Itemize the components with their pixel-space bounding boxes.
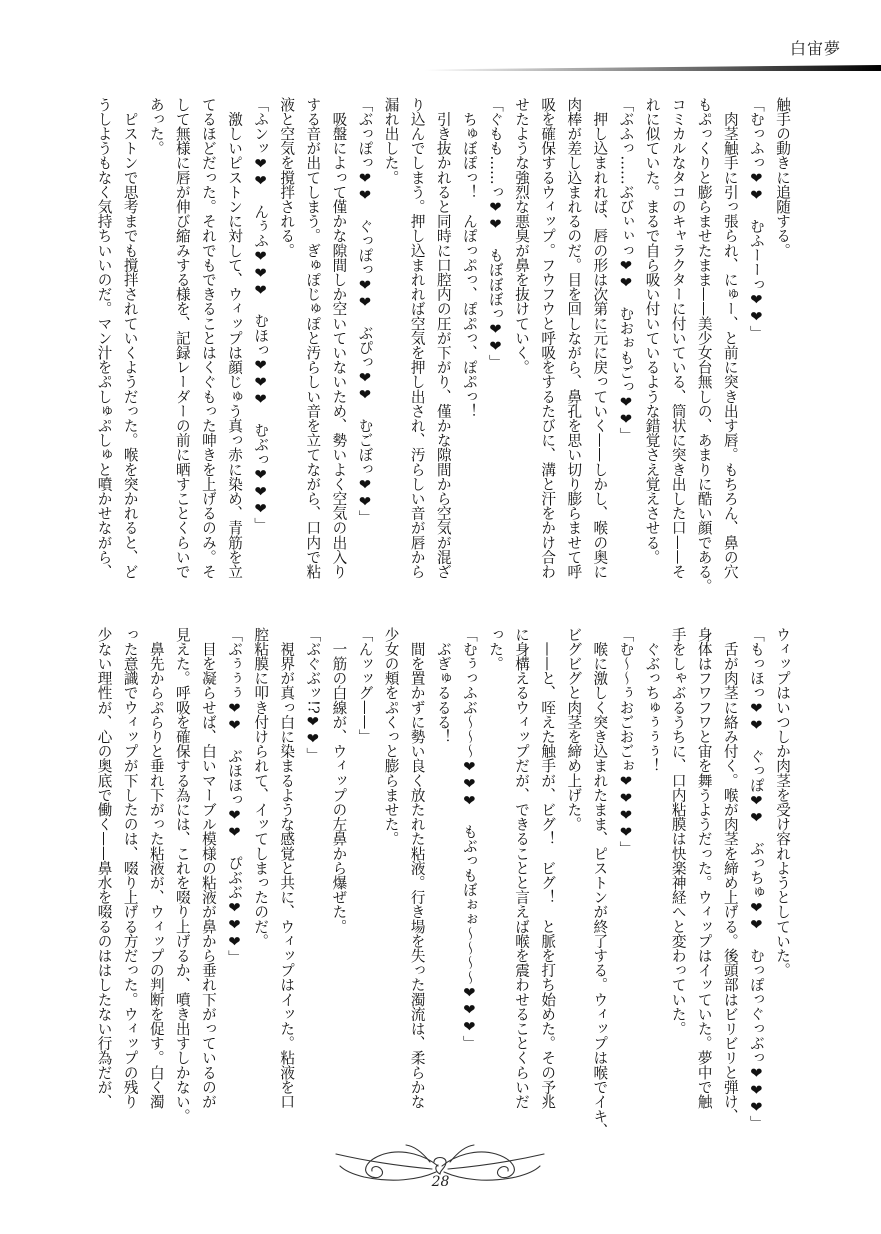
text-line: 一筋の白線が、ウィップの左鼻から爆ぜた。 bbox=[330, 627, 348, 934]
text-line: せたような強烈な悪臭が鼻を抜けていく。 bbox=[513, 97, 531, 375]
text-line: り込んでしまう。押し込まれれば空気を押し出され、汚らしい音が唇から bbox=[408, 97, 426, 579]
text-line: 「ぶぅぅぅ❤❤ ぶほほっ❤❤ ぴぶぶ❤❤❤」 bbox=[226, 627, 244, 965]
text-line: 見えた。呼吸を確保する為には、これを啜り上げるか、噴き出すしかない。 bbox=[173, 627, 191, 1124]
text-line: 「むっふっ❤❤ むふーーっ❤❤」 bbox=[747, 97, 765, 341]
running-header-title: 白宙夢 bbox=[789, 39, 841, 58]
upper-text-column-block bbox=[90, 97, 795, 617]
text-line: 喉に激しく突き込まれたまま、ピストンが終了する。ウィップは喉でイキ、 bbox=[591, 627, 609, 1138]
text-line: 「ぐもも……っ❤❤ もぼぼぼっ❤❤」 bbox=[486, 97, 504, 370]
text-line: ビグビグと肉茎を締め上げた。 bbox=[565, 627, 583, 832]
text-line: に身構えるウィップだが、できることと言えば喉を震わせることくらいだ bbox=[513, 627, 531, 1109]
text-line: 「む〜〜ぅおごおごぉ❤❤❤❤」 bbox=[617, 627, 635, 856]
text-line: して無様に唇が伸び縮みする様を、記録レーダーの前に晒すことくらいで bbox=[173, 97, 191, 579]
text-line: うしようもなく気持ちいいのだ。マン汁をぷしゅぷしゅと噴かせながら、 bbox=[95, 97, 113, 579]
text-line: ぐぶっちゅぅぅぅ！ bbox=[643, 627, 661, 773]
text-line: 鼻先からぷらりと垂れ下がった粘液が、ウィップの判断を促す。白く濁 bbox=[147, 627, 165, 1109]
text-line: 「もっほっ❤❤ ぐっぽ❤❤ ぶっちゅ❤❤ むっぽっぐっぶっ❤❤❤」 bbox=[747, 627, 765, 1131]
text-line: 腔粘膜に叩き付けられて、イッてしまったのだ。 bbox=[252, 627, 270, 949]
page-number: 28 bbox=[431, 1174, 450, 1190]
text-line: 「ぶふっ……ぶびぃぃっ❤❤ むおぉもごっ❤❤」 bbox=[617, 97, 635, 443]
text-line: 視界が真っ白に染まるような感覚と共に、ウィップはイッた。粘液を口 bbox=[278, 627, 296, 1109]
text-line: 押し込まれれば、唇の形は次第に元に戻っていく——しかし、喉の奥に bbox=[591, 97, 609, 579]
text-line: れに似ていた。まるで自ら吸い付いているような錯覚さえ覚えさせる。 bbox=[643, 97, 661, 565]
text-line: もぷっくりと膨らませたまま——美少女台無しの、あまりに酷い顔である。 bbox=[695, 97, 713, 594]
text-line: 肉茎触手に引っ張られ、にゅー、と前に突き出す唇。もちろん、鼻の穴 bbox=[721, 97, 739, 579]
text-line: 少女の頬をぷくっと膨らませた。 bbox=[382, 627, 400, 846]
text-line: 「ぶっぽっ❤❤ ぐっぽっ❤❤ ぶぴっ❤❤ むごぼっ❤❤」 bbox=[356, 97, 374, 525]
text-line: 「むぅっふぶ〜〜〜❤❤❤ もぶっもぼぉぉ〜〜〜〜❤❤❤」 bbox=[460, 627, 478, 1051]
text-line: ピストンで思考までも撹拌されていくようだった。喉を突かれると、ど bbox=[121, 97, 139, 579]
text-line: 「ふンッ❤❤ んぅふ❤❤❤ むほっ❤❤❤ むぶっ❤❤❤」 bbox=[252, 97, 270, 533]
text-line: ぶぎゅるるる！ bbox=[434, 627, 452, 744]
text-line: コミカルなタコのキャラクターに付いている、筒状に突き出した口——そ bbox=[669, 97, 687, 579]
text-line: 触手の動きに追随する。 bbox=[774, 97, 791, 258]
text-line: あった。 bbox=[147, 97, 165, 156]
text-line: 身体はフワフワと宙を舞うようだった。ウィップはイッていた。夢中で触 bbox=[695, 627, 713, 1109]
text-line: 吸を確保するウィップ。フウフウと呼吸をするたびに、溝と汗をかけ合わ bbox=[539, 97, 557, 579]
text-line: 手をしゃぶるうちに、口内粘膜は快楽神経へと変わっていた。 bbox=[669, 627, 687, 1036]
text-line: 間を置かずに勢い良く放たれた粘液。行き場を失った濁流は、柔らかな bbox=[408, 627, 426, 1109]
text-line: 「んッッグ——」 bbox=[356, 627, 374, 744]
text-line: 「ぶぐぶッ!?❤❤」 bbox=[304, 627, 322, 763]
text-line: 舌が肉茎に絡み付く。喉が肉茎を締め上げる。後頭部はビリビリと弾け、 bbox=[721, 627, 739, 1124]
text-line: 引き抜かれると同時に口腔内の圧が下がり、僅かな隙間から空気が混ざ bbox=[434, 97, 452, 579]
text-line: 液と空気を撹拌される。 bbox=[278, 97, 296, 258]
header-rule bbox=[425, 65, 881, 71]
text-line: ちゅぼぽっ！ んぽっぷっ、ぽぷっ、ぽぷっ！ bbox=[460, 97, 478, 419]
text-line: 激しいピストンに対して、ウィップは顔じゅう真っ赤に染め、青筋を立 bbox=[226, 97, 244, 579]
text-line: 少ない理性が、心の奥底で働く——鼻水を啜るのははしたない行為だが、 bbox=[95, 627, 113, 1109]
text-line: った意識でウィップが下したのは、啜り上げる方だった。ウィップの残り bbox=[121, 627, 139, 1109]
text-line: ——と、咥えた触手が、ビグ！ ビグ！ と脈を打ち始めた。その予兆 bbox=[539, 627, 557, 1109]
text-line: 肉棒が差し込まれるのだ。目を回しながら、鼻孔を思い切り膨らませて呼 bbox=[565, 97, 583, 579]
text-line: った。 bbox=[486, 627, 504, 671]
text-line: 吸盤によって僅かな隙間しか空いていないため、勢いよく空気の出入り bbox=[330, 97, 348, 579]
text-line: 漏れ出した。 bbox=[382, 97, 400, 185]
lower-text-column-block bbox=[90, 627, 795, 1147]
text-line: てるほどだった。それでもできることはくぐもった呻きを上げるのみ。そ bbox=[199, 97, 217, 579]
text-line: ウィップはいつしか肉茎を受け容れようとしていた。 bbox=[774, 627, 791, 978]
text-line: 目を凝らせば、白いマーブル模様の粘液が鼻から垂れ下がっているのが bbox=[199, 627, 217, 1109]
text-line: する音が出てしまう。ぎゅぽじゅぽと汚らしい音を立てながら、口内で粘 bbox=[304, 97, 322, 579]
